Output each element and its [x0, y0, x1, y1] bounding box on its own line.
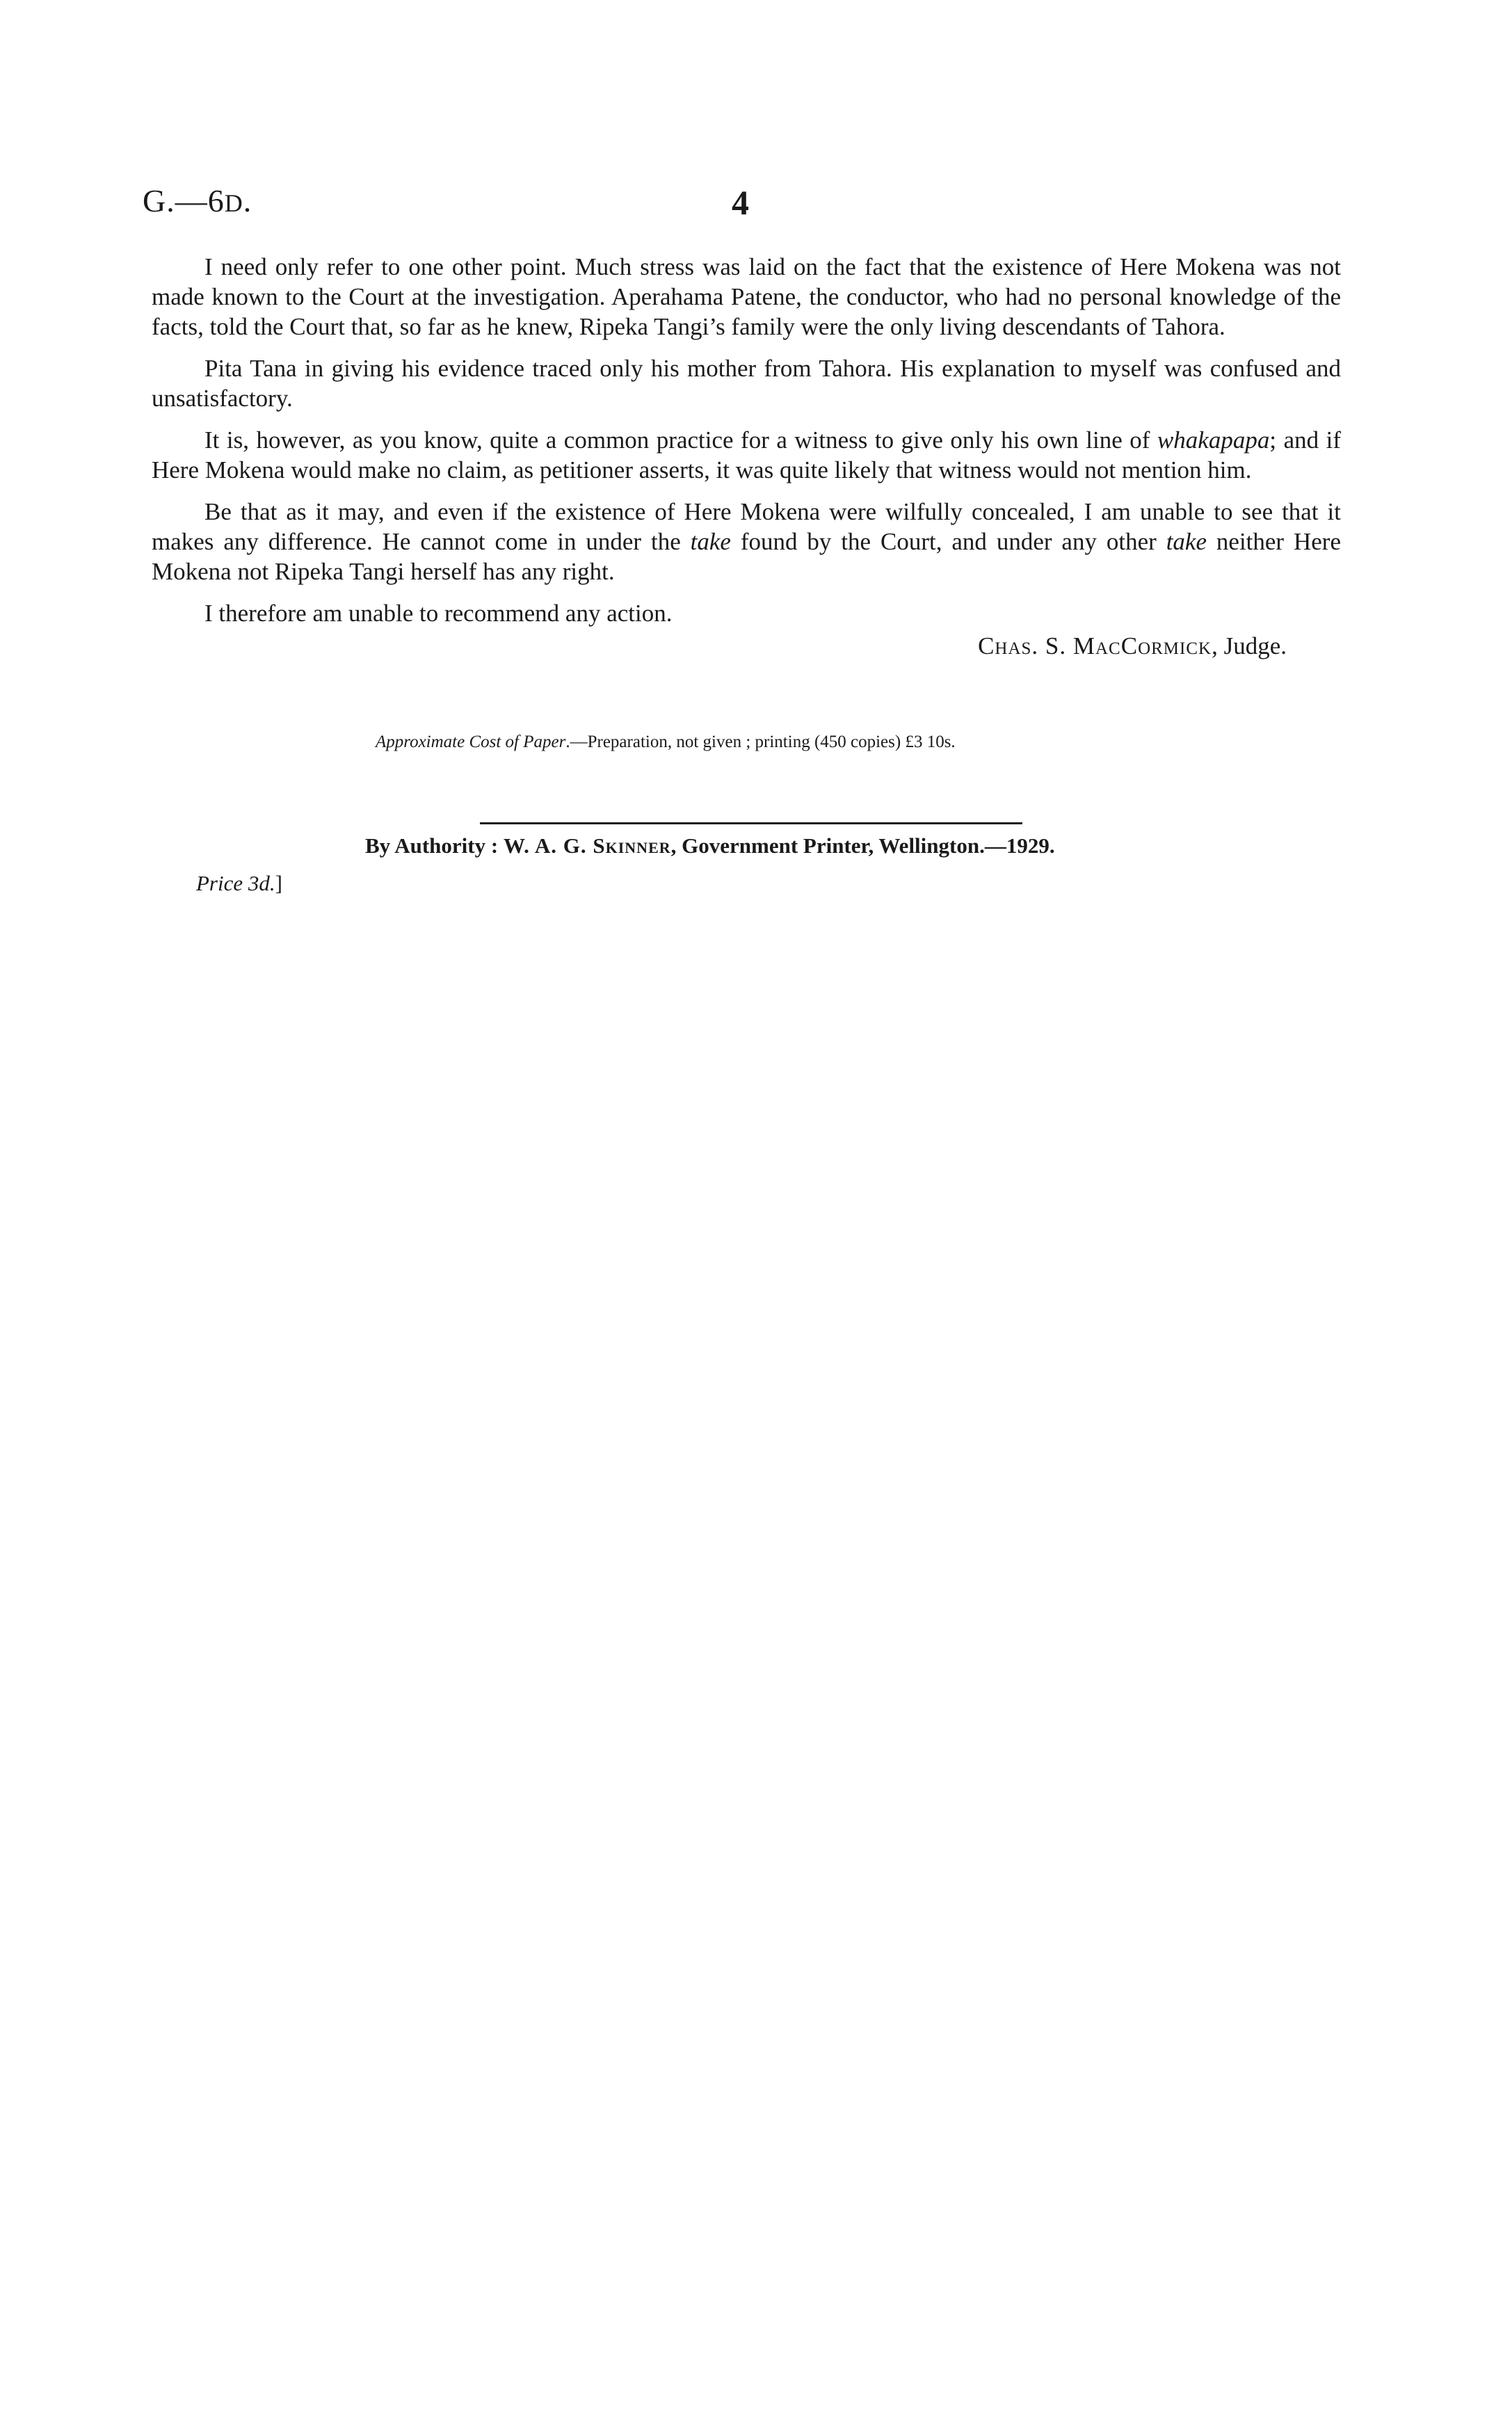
cost-note-label: Approximate Cost of Paper [376, 733, 566, 751]
price-label: Price 3d. [196, 871, 275, 895]
reference-period: . [243, 183, 252, 218]
italic-term: whakapapa [1157, 426, 1270, 454]
cost-note [376, 733, 956, 752]
paragraph-text: neither Here Mokena not Ripeka Tangi herself has any right. [152, 528, 1341, 585]
authority-label: By Authority : [365, 833, 499, 858]
authority-line [365, 833, 1055, 858]
paragraph-text: I need only refer to one other point. Much stress was laid on the fact that the existence of Here Mokena was not made known to the Court at the investigation. Aperahama Patene, the conductor, who had no personal knowledge of the facts, told the Court that, so far as he knew, Ripeka Tangi’s family were the only living descendants of Tahora. [152, 253, 1341, 340]
paragraph [152, 497, 1341, 586]
authority-printer: W. A. G. Skinner [503, 833, 671, 858]
divider-rule [480, 822, 1022, 824]
authority-rest: , Government Printer, Wellington.—1929. [670, 833, 1055, 858]
paragraph-text: ; and if Here Mokena would make no claim, as petitioner asserts, it was quite likely that witness would not mention him. [152, 426, 1341, 483]
paragraphs [152, 252, 1341, 628]
paragraph-text: I therefore am unable to recommend any action. [204, 600, 673, 627]
paragraph [152, 252, 1341, 342]
paragraph [152, 353, 1341, 413]
cost-note-text: .—Preparation, not given ; printing (450 copies) £3 10s. [565, 733, 956, 751]
signature-name: Chas. S. MacCormick [978, 632, 1212, 659]
paragraph [152, 598, 1341, 628]
italic-term: take [690, 528, 731, 555]
reference-suffix: D [224, 189, 243, 217]
reference-prefix: G.—6 [143, 183, 225, 218]
paragraph-text: Pita Tana in giving his evidence traced only his mother from Tahora. His explanation to myself was confused and unsatisfactory. [152, 355, 1341, 412]
signature [152, 631, 1341, 661]
paragraph [152, 425, 1341, 485]
paragraph-text: Be that as it may, and even if the existence of Here Mokena were wilfully concealed, I am unable to see that it makes any difference. He cannot come in under the [152, 498, 1341, 555]
price-bracket: ] [275, 871, 282, 895]
italic-term: take [1166, 528, 1207, 555]
signature-title: , Judge. [1212, 632, 1287, 659]
body-text [152, 252, 1341, 661]
paragraph-text: It is, however, as you know, quite a common practice for a witness to give only his own line of [204, 426, 1157, 454]
paragraph-text: found by the Court, and under any other [730, 528, 1166, 555]
document-reference [143, 182, 252, 219]
price [196, 871, 282, 896]
page-number: 4 [732, 183, 749, 222]
